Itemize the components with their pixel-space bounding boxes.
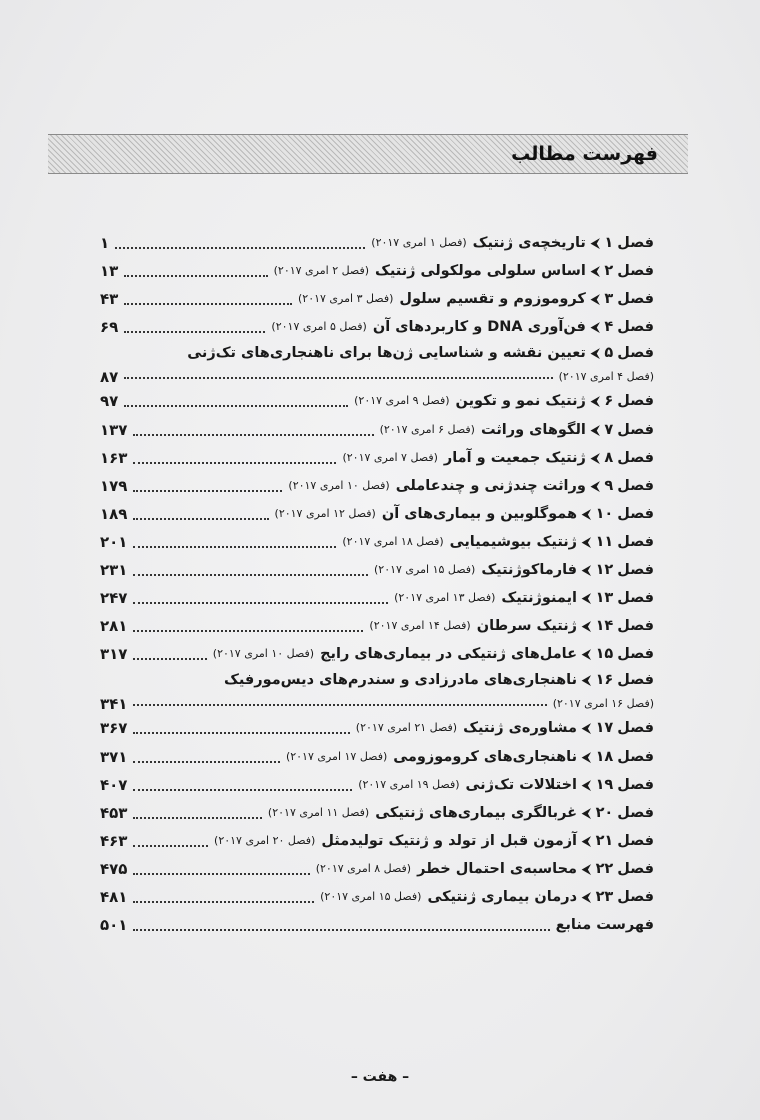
chapter-title: تعیین نقشه و شناسایی ژن‌ها برای ناهنجاری‌های تک‌ژنی: [187, 345, 586, 362]
arrow-icon: ⮜: [582, 673, 591, 688]
chapter-source: (فصل ۸ امری ۲۰۱۷): [315, 861, 412, 875]
chapter-source: (فصل ۱۴ امری ۲۰۱۷): [369, 619, 471, 633]
arrow-icon: ⮜: [590, 346, 600, 361]
chapter-source: (فصل ۴ امری ۲۰۱۷): [558, 370, 654, 384]
chapter-title: کروموزوم و تقسیم سلول: [399, 291, 586, 308]
dot-leader: [133, 845, 208, 847]
toc-entry[interactable]: [100, 714, 654, 742]
toc-entry[interactable]: [100, 472, 654, 500]
chapter-title: اختلالات تک‌ژنی: [465, 776, 578, 793]
page-number: ۲۸۱: [100, 617, 128, 636]
toc-entry-references[interactable]: [100, 911, 654, 939]
chapter-title: غربالگری بیماری‌های ژنتیکی: [375, 804, 578, 821]
chapter-title: ژنتیک جمعیت و آمار: [443, 449, 586, 466]
page-number: ۱۷۹: [100, 476, 128, 495]
chapter-label: فصل: [617, 748, 654, 765]
dot-leader: [133, 929, 549, 931]
arrow-icon: ⮜: [582, 591, 591, 606]
chapter-title: ژنتیک نمو و تکوین: [455, 393, 586, 410]
toc-entry[interactable]: [100, 313, 654, 341]
arrow-icon: ⮜: [590, 236, 600, 251]
chapter-label: فصل: [617, 477, 654, 494]
chapter-label: فصل: [617, 804, 654, 821]
toc-entry[interactable]: [100, 387, 654, 415]
chapter-number: ۲۰: [595, 804, 614, 821]
toc-entry[interactable]: [100, 855, 654, 883]
dot-leader: [133, 901, 314, 903]
arrow-icon: ⮜: [582, 749, 591, 764]
chapter-title: آزمون قبل از تولد و ژنتیک تولیدمثل: [321, 832, 578, 849]
chapter-source: (فصل ۱۷ امری ۲۰۱۷): [285, 749, 388, 763]
chapter-label: فصل: [617, 720, 654, 737]
chapter-number: ۳: [604, 291, 614, 308]
dot-leader: [133, 873, 309, 875]
chapter-title: فن‌آوری DNA و کاربردهای آن: [372, 319, 586, 336]
chapter-source: (فصل ۱۲ امری ۲۰۱۷): [274, 506, 376, 520]
chapter-label: فصل: [617, 562, 654, 579]
arrow-icon: ⮜: [582, 506, 591, 521]
chapter-number: ۱: [604, 235, 614, 252]
chapter-number: ۴: [604, 319, 614, 336]
page-number: ۱۶۳: [100, 448, 128, 467]
chapter-title: عامل‌های ژنتیکی در بیماری‌های رایج: [320, 646, 578, 663]
chapter-number: ۱۰: [595, 505, 614, 522]
arrow-icon: ⮜: [590, 292, 600, 307]
chapter-number: ۲۲: [595, 860, 614, 877]
toc-entry[interactable]: [100, 799, 654, 827]
toc-entry[interactable]: [100, 528, 654, 556]
page-number: ۴۵۳: [100, 803, 128, 822]
chapter-label: فصل: [617, 776, 654, 793]
chapter-number: ۱۵: [595, 646, 614, 663]
toc-entry[interactable]: [100, 500, 654, 528]
chapter-label: فصل: [617, 860, 654, 877]
chapter-label: فصل: [617, 888, 654, 905]
page-number: ۴۷۵: [100, 859, 128, 878]
dot-leader: [124, 331, 265, 333]
dot-leader: [133, 732, 349, 734]
toc-entry[interactable]: [100, 883, 654, 911]
toc-entry[interactable]: [100, 742, 654, 770]
chapter-label: فصل: [617, 590, 654, 607]
chapter-number: ۱۶: [595, 672, 614, 689]
chapter-label: فصل: [617, 421, 654, 438]
chapter-source: (فصل ۱۳ امری ۲۰۱۷): [394, 591, 496, 605]
chapter-number: ۵: [604, 345, 614, 362]
chapter-label: فصل: [617, 618, 654, 635]
chapter-number: ۶: [604, 393, 614, 410]
toc-entry[interactable]: [100, 612, 654, 640]
dot-leader: [133, 546, 336, 548]
page-number: ۱: [100, 234, 110, 253]
dot-leader: [133, 462, 336, 464]
page-number: ۳۶۷: [100, 719, 128, 738]
dot-leader: [124, 377, 552, 379]
chapter-source: (فصل ۱۱ امری ۲۰۱۷): [267, 805, 370, 819]
chapter-source: (فصل ۱۵ امری ۲۰۱۷): [320, 889, 422, 903]
toc-list: [100, 229, 654, 939]
page-number: ۱۳: [100, 262, 119, 281]
chapter-number: ۲: [604, 263, 614, 280]
chapter-number: ۱۱: [595, 533, 614, 550]
dot-leader: [133, 490, 282, 492]
arrow-icon: ⮜: [582, 647, 591, 662]
arrow-icon: ⮜: [590, 320, 600, 335]
chapter-title: ناهنجاری‌های کروموزومی: [393, 748, 578, 765]
page-number: ۵۰۱: [100, 916, 128, 935]
toc-entry[interactable]: [100, 285, 654, 313]
toc-entry[interactable]: [100, 341, 654, 367]
arrow-icon: ⮜: [582, 563, 591, 578]
chapter-source: (فصل ۱۸ امری ۲۰۱۷): [342, 534, 444, 548]
chapter-label: فصل: [617, 449, 654, 466]
arrow-icon: ⮜: [590, 478, 600, 493]
chapter-source: (فصل ۲ امری ۲۰۱۷): [273, 264, 370, 278]
toc-entry[interactable]: [100, 584, 654, 612]
dot-leader: [115, 247, 365, 249]
chapter-source: (فصل ۷ امری ۲۰۱۷): [342, 450, 438, 464]
chapter-label: فصل: [617, 319, 654, 336]
arrow-icon: ⮜: [582, 805, 591, 820]
dot-leader: [124, 405, 348, 407]
references-title: فهرست منابع: [555, 917, 654, 934]
chapter-label: فصل: [617, 646, 654, 663]
chapter-source: (فصل ۵ امری ۲۰۱۷): [271, 320, 367, 334]
chapter-title: محاسبه‌ی احتمال خطر: [417, 860, 578, 877]
arrow-icon: ⮜: [590, 450, 600, 465]
chapter-label: فصل: [617, 832, 654, 849]
arrow-icon: ⮜: [582, 619, 591, 634]
chapter-title: وراثت چندژنی و چندعاملی: [395, 477, 586, 494]
arrow-icon: ⮜: [582, 721, 591, 736]
page-number: ۶۹: [100, 318, 119, 337]
chapter-number: ۱۳: [595, 590, 614, 607]
chapter-number: ۲۱: [595, 832, 614, 849]
arrow-icon: ⮜: [582, 889, 591, 904]
page-number: ۴۳: [100, 290, 119, 309]
chapter-title: الگوهای وراثت: [480, 421, 586, 438]
chapter-label: فصل: [617, 345, 654, 362]
toc-entry[interactable]: [100, 771, 654, 799]
chapter-number: ۱۷: [595, 720, 614, 737]
chapter-number: ۸: [604, 449, 614, 466]
chapter-label: فصل: [617, 533, 654, 550]
chapter-title: درمان بیماری ژنتیکی: [427, 888, 578, 905]
page-number: ۲۳۱: [100, 561, 128, 580]
arrow-icon: ⮜: [590, 422, 600, 437]
dot-leader: [133, 658, 206, 660]
chapter-source: (فصل ۲۰ امری ۲۰۱۷): [214, 833, 316, 847]
page-number: ۹۷: [100, 392, 119, 411]
dot-leader: [133, 518, 268, 520]
toc-entry[interactable]: [100, 229, 654, 257]
chapter-source: (فصل ۱۰ امری ۲۰۱۷): [288, 478, 390, 492]
chapter-label: فصل: [617, 291, 654, 308]
chapter-source: (فصل ۱۵ امری ۲۰۱۷): [374, 563, 476, 577]
page-number: ۲۰۱: [100, 532, 128, 551]
chapter-source: (فصل ۱ امری ۲۰۱۷): [371, 236, 467, 250]
chapter-title: هموگلوبین و بیماری‌های آن: [381, 505, 578, 522]
dot-leader: [124, 275, 267, 277]
page-number: ۱۸۹: [100, 504, 128, 523]
chapter-label: فصل: [617, 393, 654, 410]
arrow-icon: ⮜: [590, 394, 600, 409]
dot-leader: [133, 817, 261, 819]
arrow-icon: ⮜: [590, 264, 600, 279]
chapter-title: ایمنوژنتیک: [501, 590, 578, 607]
chapter-title: فارماکوژنتیک: [481, 562, 578, 579]
chapter-source: (فصل ۱۶ امری ۲۰۱۷): [552, 697, 654, 711]
chapter-source: (فصل ۳ امری ۲۰۱۷): [298, 292, 394, 306]
dot-leader: [133, 602, 388, 604]
toc-entry[interactable]: [100, 556, 654, 584]
chapter-source: (فصل ۹ امری ۲۰۱۷): [354, 394, 450, 408]
toc-entry[interactable]: [100, 415, 654, 443]
chapter-title: تاریخچه‌ی ژنتیک: [472, 235, 586, 252]
chapter-label: فصل: [617, 263, 654, 280]
toc-title: فهرست مطالب: [511, 143, 658, 165]
chapter-number: ۹: [604, 477, 614, 494]
dot-leader: [124, 303, 292, 305]
chapter-number: ۲۳: [595, 888, 614, 905]
dot-leader: [133, 704, 546, 706]
chapter-title: ژنتیک بیوشیمیایی: [449, 533, 578, 550]
chapter-title: ناهنجاری‌های مادرزادی و سندرم‌های دیس‌مورفیک: [224, 672, 578, 689]
dot-leader: [133, 574, 368, 576]
toc-header-band: [48, 134, 688, 174]
chapter-source: (فصل ۶ امری ۲۰۱۷): [379, 422, 475, 436]
page-number: ۳۷۱: [100, 747, 128, 766]
chapter-label: فصل: [617, 235, 654, 252]
dot-leader: [133, 630, 363, 632]
toc-entry-continuation[interactable]: [100, 367, 654, 387]
chapter-title: مشاوره‌ی ژنتیک: [463, 720, 578, 737]
chapter-number: ۱۸: [595, 748, 614, 765]
toc-entry[interactable]: [100, 827, 654, 855]
toc-entry[interactable]: [100, 640, 654, 668]
page-number-footer: – هفت –: [350, 1069, 410, 1085]
chapter-source: (فصل ۱۹ امری ۲۰۱۷): [358, 777, 460, 791]
page-number: ۸۷: [100, 368, 119, 387]
arrow-icon: ⮜: [582, 777, 591, 792]
page-number: ۳۴۱: [100, 695, 128, 714]
chapter-source: (فصل ۲۱ امری ۲۰۱۷): [355, 721, 458, 735]
page-number: ۳۱۷: [100, 645, 128, 664]
chapter-label: فصل: [617, 505, 654, 522]
page-number: ۴۰۷: [100, 775, 128, 794]
page-number: ۴۸۱: [100, 887, 128, 906]
page-number: ۱۳۷: [100, 420, 128, 439]
chapter-number: ۱۹: [595, 776, 614, 793]
arrow-icon: ⮜: [582, 833, 591, 848]
toc-entry[interactable]: [100, 257, 654, 285]
toc-entry[interactable]: [100, 668, 654, 694]
arrow-icon: ⮜: [582, 534, 591, 549]
toc-entry-continuation[interactable]: [100, 694, 654, 714]
dot-leader: [133, 789, 352, 791]
arrow-icon: ⮜: [582, 861, 591, 876]
chapter-number: ۷: [604, 421, 614, 438]
chapter-title: ژنتیک سرطان: [476, 618, 578, 635]
chapter-label: فصل: [617, 672, 654, 689]
chapter-number: ۱۴: [595, 618, 614, 635]
page-number: ۲۴۷: [100, 589, 128, 608]
chapter-title: اساس سلولی مولکولی ژنتیک: [375, 263, 586, 280]
chapter-number: ۱۲: [595, 562, 614, 579]
page-number: ۴۶۳: [100, 831, 128, 850]
dot-leader: [133, 434, 373, 436]
dot-leader: [133, 761, 279, 763]
chapter-source: (فصل ۱۰ امری ۲۰۱۷): [212, 647, 315, 661]
toc-entry[interactable]: [100, 444, 654, 472]
